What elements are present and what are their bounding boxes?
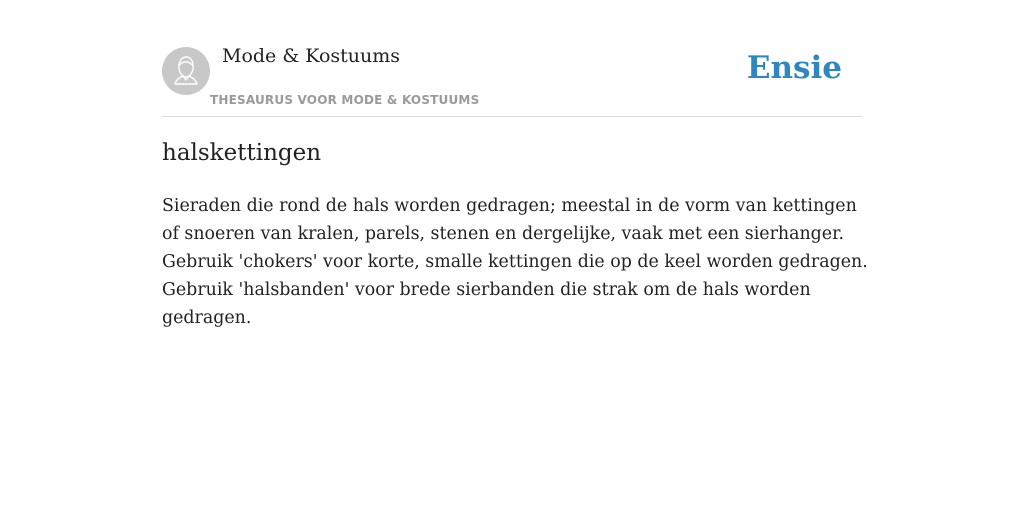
author-name[interactable]: Mode & Kostuums — [222, 45, 401, 67]
entry-definition: Sieraden die rond de hals worden gedragen; meestal in de vorm van kettingen of snoeren van kralen, parels, stenen en dergelijke, vaak met een sierhanger. Gebruik 'chokers' voor korte, smalle kettingen die op de keel worden gedragen. Gebruik 'halsbanden' voor brede sierbanden die strak om de hals worden gedragen. — [162, 196, 868, 328]
site-subtitle[interactable]: THESAURUS VOOR MODE & KOSTUUMS — [210, 93, 480, 107]
brand-logo[interactable]: Ensie — [746, 50, 842, 86]
header — [162, 0, 862, 117]
entry-term: halskettingen — [162, 140, 322, 166]
author-avatar[interactable] — [162, 47, 210, 95]
user-silhouette-icon — [162, 47, 210, 95]
